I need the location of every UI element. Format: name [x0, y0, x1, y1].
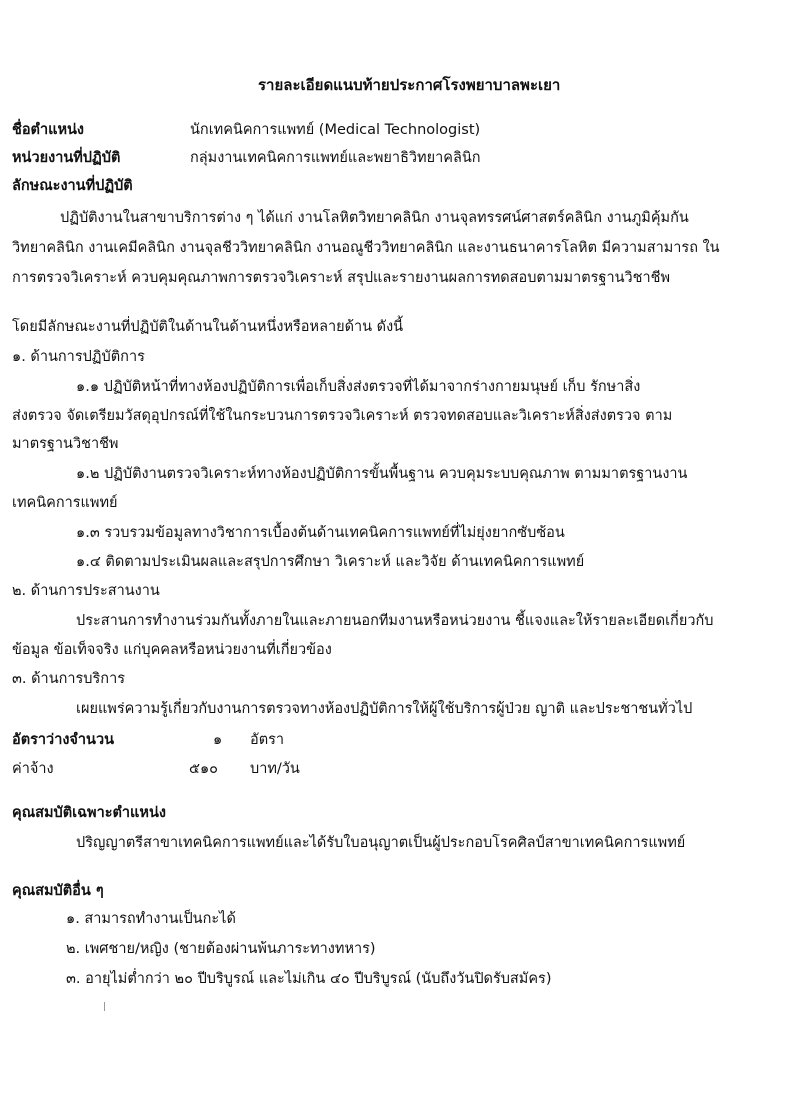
duties-intro: โดยมีลักษณะงานที่ปฏิบัติในด้านในด้านหนึ่งหรือหลายด้าน ดังนี้	[12, 319, 404, 335]
position-value: นักเทคนิคการแพทย์ (Medical Technologist)	[190, 122, 481, 138]
wage-amount: ๕๑๐	[189, 761, 219, 777]
job-nature-line: ปฏิบัติงานในสาขาบริการต่าง ๆ ได้แก่ งานโลหิตวิทยาคลินิก งานจุลทรรศน์ศาสตร์คลินิก งานภูมิคุ้มกัน	[60, 210, 689, 226]
unit-label: หน่วยงานที่ปฏิบัติ	[12, 150, 121, 166]
job-nature-heading: ลักษณะงานที่ปฏิบัติ	[12, 178, 133, 194]
section-3-line: เผยแพร่ความรู้เกี่ยวกับงานการตรวจทางห้องปฏิบัติการให้ผู้ใช้บริการผู้ป่วย ญาติ และประชาชนทั่วไป	[76, 701, 693, 717]
section-2-heading: ๒. ด้านการประสานงาน	[12, 583, 160, 599]
specific-qualification-text: ปริญญาตรีสาขาเทคนิคการแพทย์และได้รับใบอนุญาตเป็นผู้ประกอบโรคศิลป์สาขาเทคนิคการแพทย์	[76, 835, 686, 851]
vacancy-label: อัตราว่างจำนวน	[12, 732, 115, 748]
scan-speck	[104, 1002, 105, 1011]
specific-qualification-heading: คุณสมบัติเฉพาะตำแหน่ง	[12, 805, 166, 821]
other-qualification-item: ๑. สามารถทำงานเป็นกะได้	[66, 911, 236, 927]
wage-unit: บาท/วัน	[250, 761, 300, 777]
job-nature-line: วิทยาคลินิก งานเคมีคลินิก งานจุลชีววิทยาคลินิก งานอณูชีววิทยาคลินิก และงานธนาคารโลหิต มีความสามารถ ใน	[12, 240, 720, 256]
section-1-item-4: ๑.๔ ติดตามประเมินผลและสรุปการศึกษา วิเคราะห์ และวิจัย ด้านเทคนิคการแพทย์	[76, 554, 585, 570]
other-qualification-heading: คุณสมบัติอื่น ๆ	[12, 883, 104, 899]
position-label: ชื่อตำแหน่ง	[12, 122, 85, 138]
section-1-item-1-line: ส่งตรวจ จัดเตรียมวัสดุอุปกรณ์ที่ใช้ในกระบวนการตรวจวิเคราะห์ ตรวจทดสอบและวิเคราะห์สิ่งส่งตรวจ ตาม	[12, 408, 673, 424]
job-nature-line: การตรวจวิเคราะห์ ควบคุมคุณภาพการตรวจวิเคราะห์ สรุปและรายงานผลการทดสอบตามมาตรฐานวิชาชีพ	[12, 270, 671, 286]
unit-value: กลุ่มงานเทคนิคการแพทย์และพยาธิวิทยาคลินิก	[190, 150, 481, 166]
wage-label: ค่าจ้าง	[12, 761, 54, 777]
other-qualification-item: ๓. อายุไม่ต่ำกว่า ๒๐ ปีบริบูรณ์ และไม่เกิน ๔๐ ปีบริบูรณ์ (นับถึงวันปิดรับสมัคร)	[66, 971, 552, 987]
section-1-heading: ๑. ด้านการปฏิบัติการ	[12, 349, 145, 365]
section-2-line: ข้อมูล ข้อเท็จจริง แก่บุคคลหรือหน่วยงานที่เกี่ยวข้อง	[12, 642, 332, 658]
section-1-item-1-line: ๑.๑ ปฏิบัติหน้าที่ทางห้องปฏิบัติการเพื่อเก็บสิ่งส่งตรวจที่ได้มาจากร่างกายมนุษย์ เก็บ รักษาสิ่ง	[76, 379, 641, 395]
vacancy-unit: อัตรา	[250, 732, 285, 748]
section-1-item-2-line: เทคนิคการแพทย์	[12, 495, 118, 511]
section-3-heading: ๓. ด้านการบริการ	[12, 671, 126, 687]
section-2-line: ประสานการทำงานร่วมกันทั้งภายในและภายนอกทีมงานหรือหน่วยงาน ชี้แจงและให้รายละเอียดเกี่ยวกับ	[76, 613, 714, 629]
document-title: รายละเอียดแนบท้ายประกาศโรงพยาบาลพะเยา	[258, 76, 561, 94]
section-1-item-2-line: ๑.๒ ปฏิบัติงานตรวจวิเคราะห์ทางห้องปฏิบัติการขั้นพื้นฐาน ควบคุมระบบคุณภาพ ตามมาตรฐานงาน	[76, 466, 688, 482]
section-1-item-3: ๑.๓ รวบรวมข้อมูลทางวิชาการเบื้องต้นด้านเทคนิคการแพทย์ที่ไม่ยุ่งยากซับซ้อน	[76, 525, 565, 541]
vacancy-number: ๑	[213, 732, 223, 748]
other-qualification-item: ๒. เพศชาย/หญิง (ชายต้องผ่านพ้นภาระทางทหาร)	[66, 941, 376, 957]
section-1-item-1-line: มาตรฐานวิชาชีพ	[12, 436, 119, 452]
